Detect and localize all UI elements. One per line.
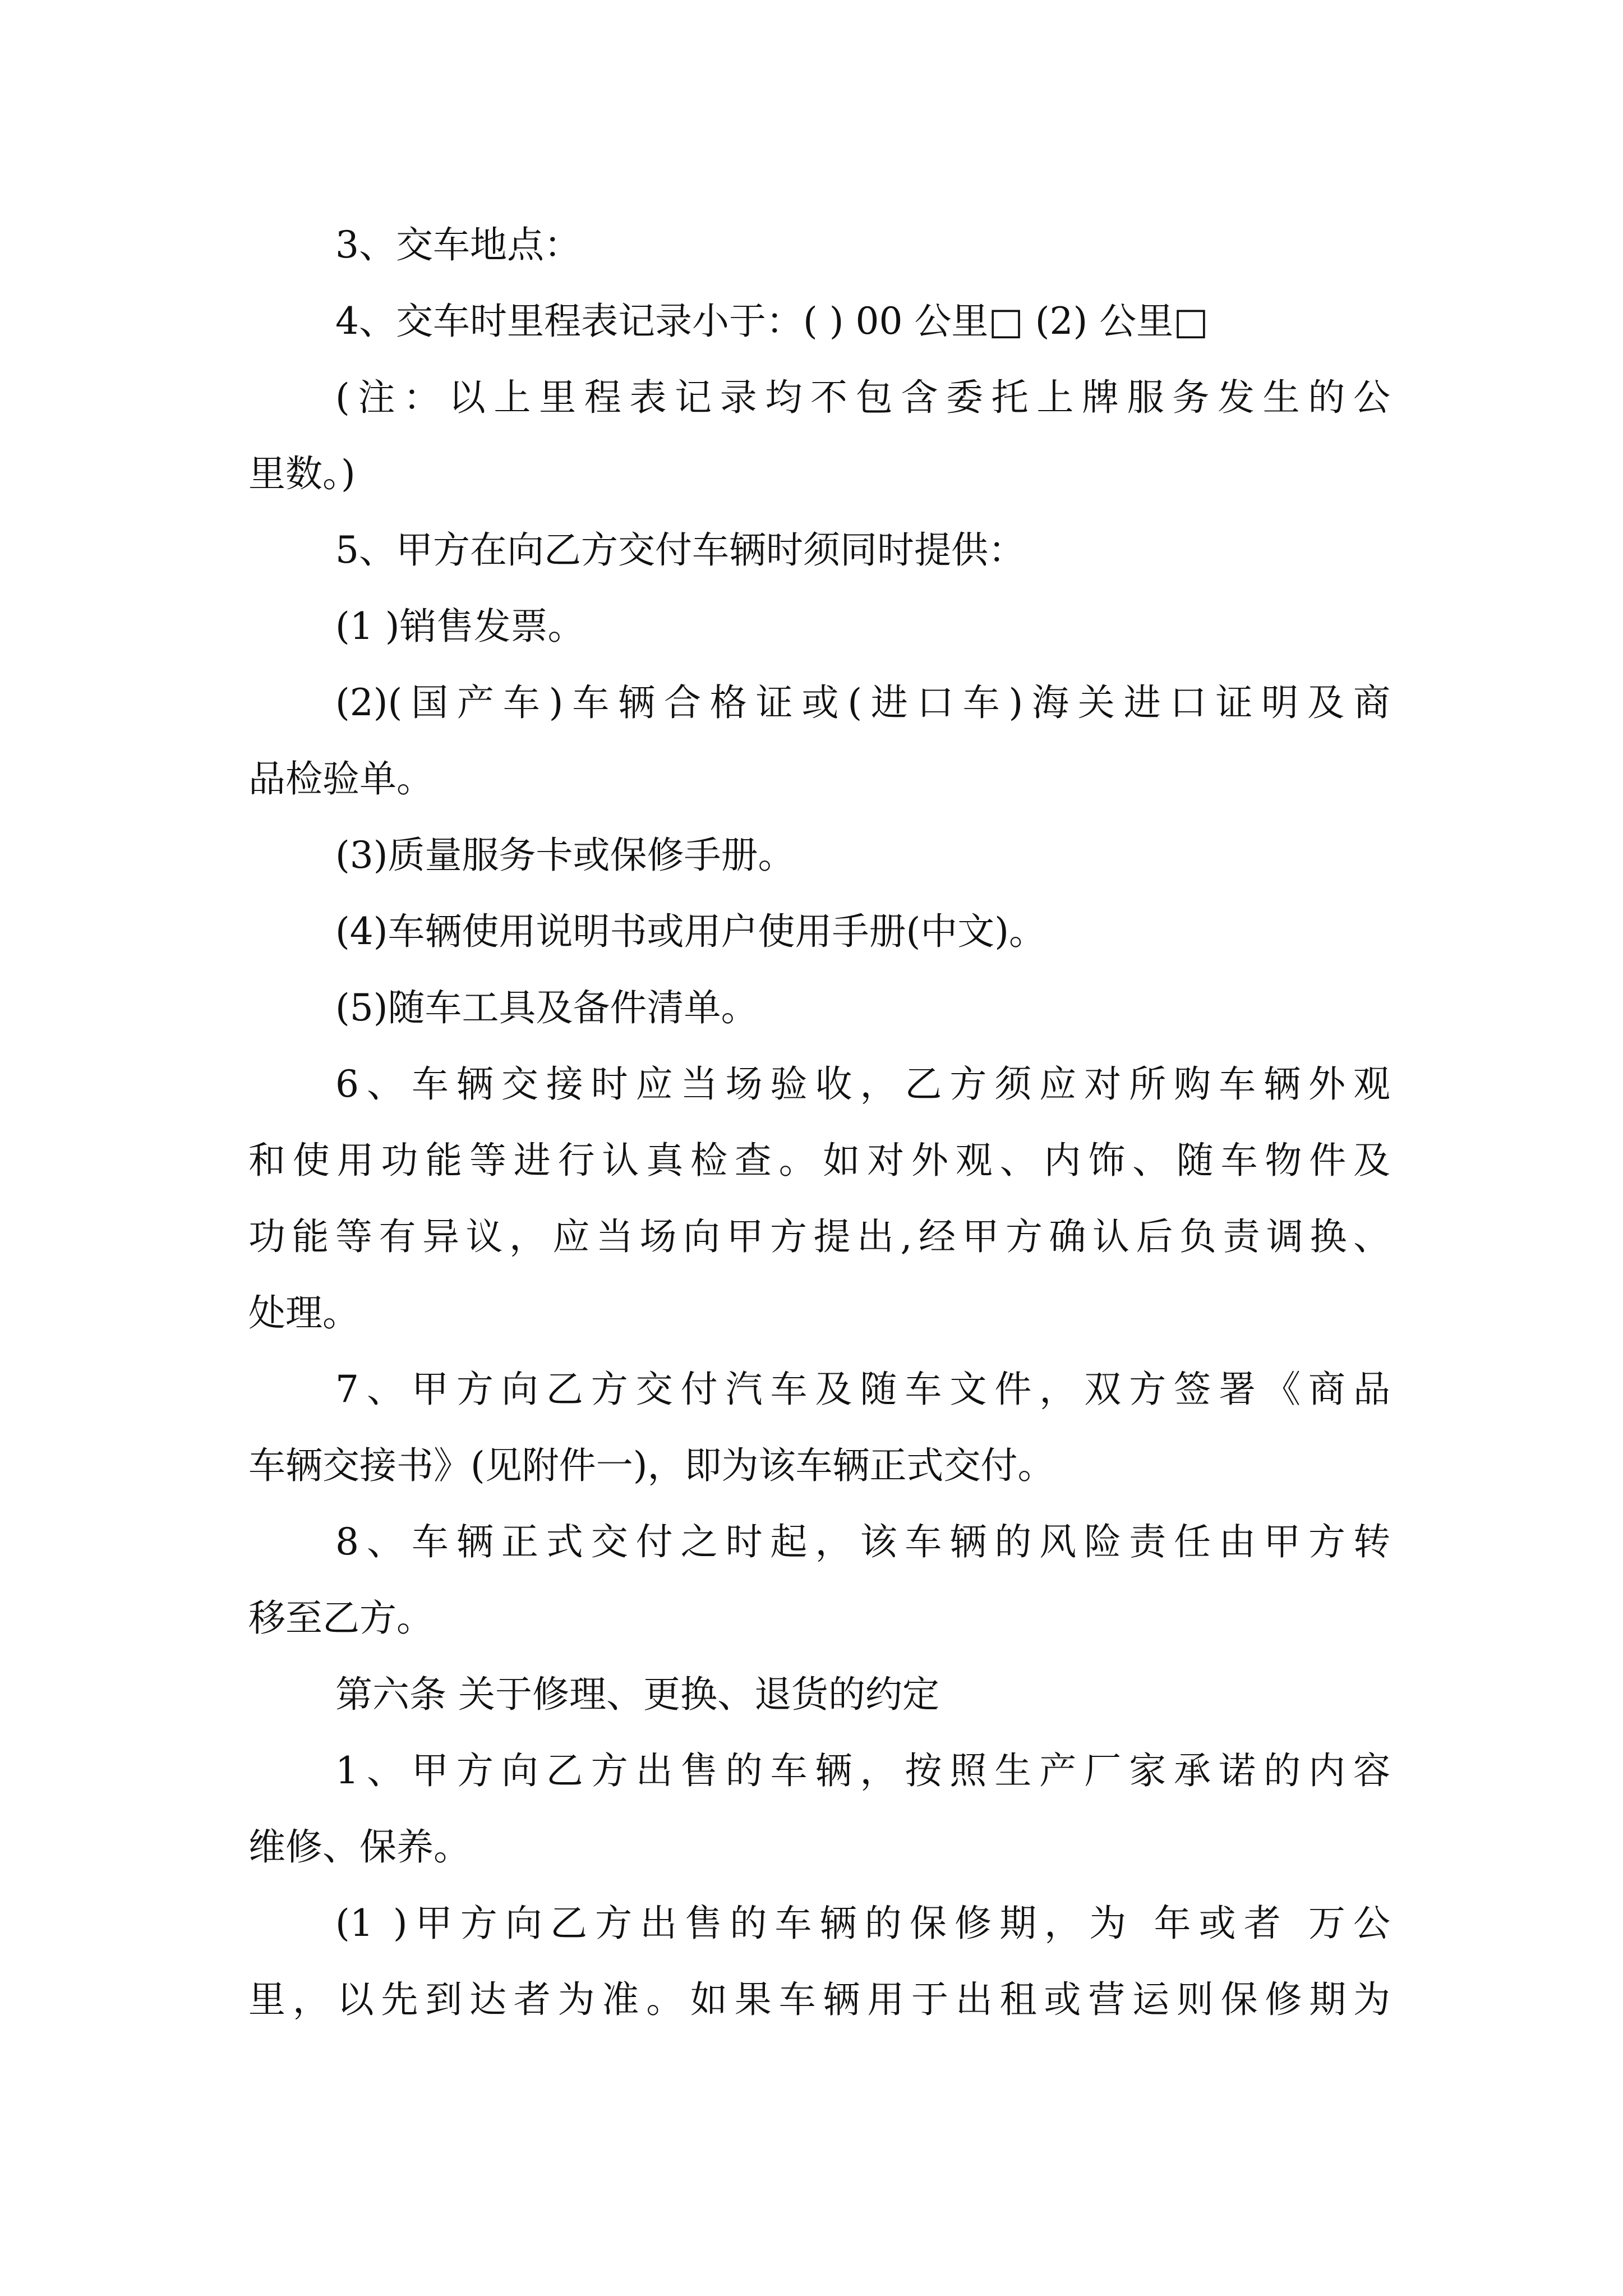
text-line: (5)随车工具及备件清单。 xyxy=(335,986,758,1029)
text-line: 移至乙方。 xyxy=(248,1596,434,1640)
text-line: 维修、保养。 xyxy=(248,1825,471,1869)
text-line: 里数。) xyxy=(248,452,356,495)
text-line: (2)(国产车)车辆合格证或(进口车)海关进口证明及商 xyxy=(335,681,1390,724)
text-line: 品检验单。 xyxy=(248,757,434,800)
text-line: 功能等有异议，应当场向甲方提出,经甲方确认后负责调换、 xyxy=(248,1215,1390,1258)
text-line: 4、交车时里程表记录小于：( ) 00 公里□ (2) 公里□ xyxy=(335,300,1209,343)
text-line: (注：以上里程表记录均不包含委托上牌服务发生的公 xyxy=(335,376,1390,419)
text-line: (1 )甲方向乙方出售的车辆的保修期，为 年或者 万公 xyxy=(335,1902,1390,1945)
section-heading: 第六条 关于修理、更换、退货的约定 xyxy=(335,1673,939,1716)
text-line: 车辆交接书》(见附件一)，即为该车辆正式交付。 xyxy=(248,1444,1055,1487)
text-line: (3)质量服务卡或保修手册。 xyxy=(335,834,795,877)
text-line: 5、甲方在向乙方交付车辆时须同时提供： xyxy=(335,528,1025,572)
text-line: 处理。 xyxy=(248,1291,359,1335)
text-line: (4)车辆使用说明书或用户使用手册(中文)。 xyxy=(335,910,1046,953)
text-line: 8、车辆正式交付之时起，该车辆的风险责任由甲方转 xyxy=(335,1520,1390,1563)
text-line: 7、甲方向乙方交付汽车及随车文件，双方签署《商品 xyxy=(335,1368,1390,1411)
text-line: 1、甲方向乙方出售的车辆，按照生产厂家承诺的内容 xyxy=(335,1749,1390,1792)
text-line: 和使用功能等进行认真检查。如对外观、内饰、随车物件及 xyxy=(248,1139,1390,1182)
text-line: 6、车辆交接时应当场验收，乙方须应对所购车辆外观 xyxy=(335,1062,1390,1106)
text-line: 里，以先到达者为准。如果车辆用于出租或营运则保修期为 xyxy=(248,1978,1390,2021)
text-line: 3、交车地点： xyxy=(335,223,581,266)
text-line: (1 )销售发票。 xyxy=(335,605,585,648)
